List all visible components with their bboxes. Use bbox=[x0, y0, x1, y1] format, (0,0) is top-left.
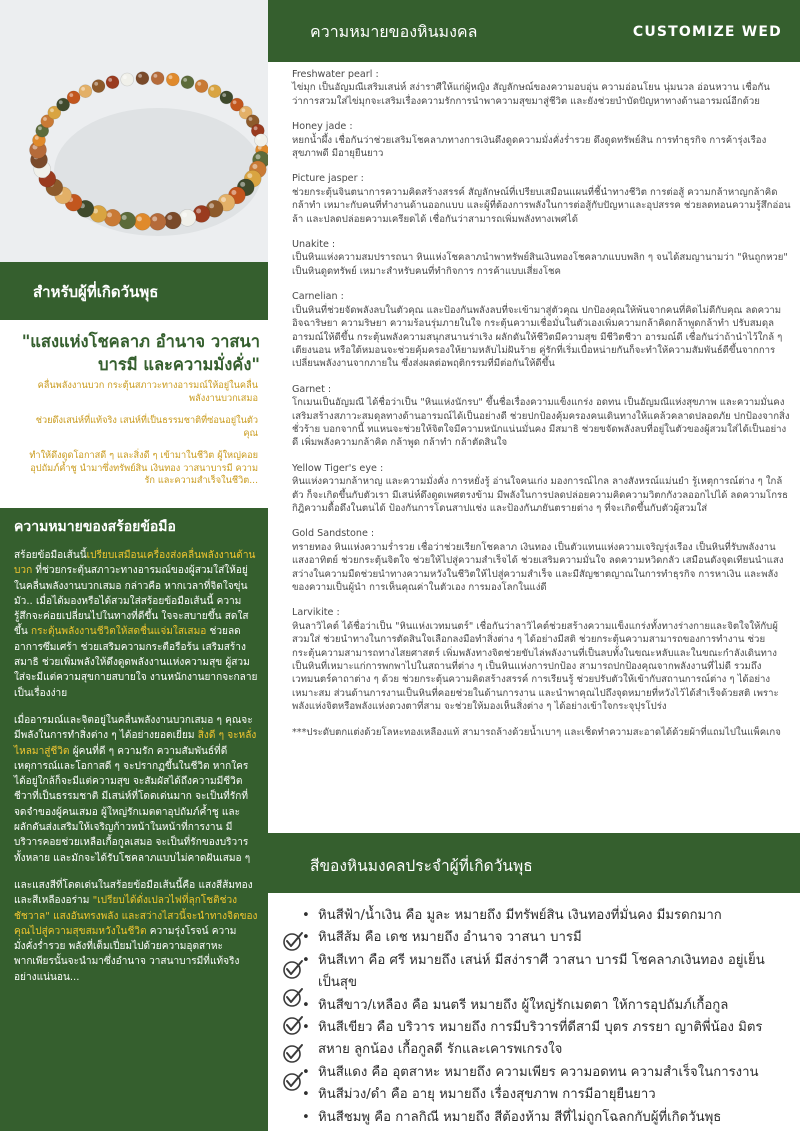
stone-name: Larvikite : bbox=[292, 607, 340, 619]
stone-name: Unakite : bbox=[292, 239, 336, 251]
bracelet-photo bbox=[0, 0, 268, 262]
bracelet-bead bbox=[67, 91, 80, 104]
highlight-span: เปรียบเสมือนเครื่องส่งคลื่นพลังงานด้านบวก bbox=[14, 550, 256, 577]
bracelet-bead bbox=[179, 209, 196, 226]
quote-section bbox=[0, 320, 268, 508]
bracelet-meaning-text bbox=[14, 548, 258, 997]
color-item: • หินสีส้ม คือ เดช หมายถึง อำนาจ วาสนา บารมี bbox=[300, 927, 792, 949]
text-span: ช่วยลดอาการซึมเศร้า ช่วยเสริมความกระตือรือร้น เสริมสร้างสมาธิ ช่วยเพิ่มพลังให้ดึงดูดพลังงานแห่งความสุข ผู้สวมใส่จะมีแต่ความสุขกายสบายใจ งานหนักงานยากจะกลายเป็นเรื่องง่าย bbox=[14, 626, 258, 699]
quote-line: คลื่นพลังงานบวก กระตุ้นสภาวะทางอารมณ์ให้อยู่ในคลื่นพลังงานบวกเสมอ bbox=[37, 380, 258, 404]
bead-shine bbox=[196, 209, 201, 214]
bead-shine bbox=[169, 75, 173, 79]
brand-label: CUSTOMIZE WED bbox=[632, 24, 782, 40]
quote-lines bbox=[28, 380, 258, 498]
stone-name: Gold Sandstone : bbox=[292, 528, 375, 540]
stone-desc: หินแห่งความกล้าหาญ และความมั่งคั่ง การหยั่งรู้ อ่านใจคนเก่ง มองการณ์ไกล ลางสังหรณ์แม่นยำ รู้เหตุการณ์ต่าง ๆ ใกล้ตัว ก็จะเกิดขึ้นกับตัวเรา มีเสน่ห์ดึงดูดเพศตรงข้าม มีพลังในการปลดปล่อยความคิดความวิตกกังวลออกไปได้ ลดความโกรธ กิฎิความดื้อดึงในตนได้ ป้องกันการโดนสาปแช่ง และป้องกันภยันตรายต่าง ๆ ที่จะเกิดขึ้นกับตัวผู้สวมใส่ bbox=[292, 476, 789, 514]
stone-name: Garnet : bbox=[292, 383, 332, 395]
quote-line: ช่วยดึงเสน่ห์ที่แท้จริง เสน่ห์ที่เป็นธรรมชาติที่ซ่อนอยู่ในตัวคุณ bbox=[35, 415, 258, 439]
stone-colors-list bbox=[300, 905, 792, 1129]
bead-shine bbox=[242, 108, 246, 112]
stone-meaning-title: ความหมายของหินมงคล bbox=[310, 22, 478, 41]
quote-line: ทำให้ดึงดูดโอกาสดี ๆ และสิ่งดี ๆ เข้ามาในชีวิต ผู้ใหญ่คอยอุปถัมภ์ค้ำชู นำมาซึ่งทรัพย์สิน เงินทอง วาสนาบารมี ความรัก และความสำเร็จในชีวิต... bbox=[29, 450, 258, 486]
bracelet-bead bbox=[164, 212, 181, 229]
stone-item bbox=[292, 238, 792, 278]
stone-item bbox=[292, 290, 792, 370]
stone-desc: ช่วยกระตุ้นจินตนาการความคิดสร้างสรรค์ สัญลักษณ์ที่เปรียบเสมือนแผนที่ชี้นำทางชีวิต การต่อสู้ ความกล้าหาญกล้าคิด กล้าทำ เหมาะกับคนที่ทำงานด้านออกแบบ และผู้ที่ต้องการพลังในการต่อสู้กับปัญหาและอุปสรรค ช่วยลดทอนความรู้สึกอ่อนล้า และปลดปล่อยความเครียดได้ เชื่อกันว่าสามารถเพิ่มพลังทางเพศได้ bbox=[292, 186, 791, 225]
stone-desc: เป็นหินที่ช่วยจัดพลังลบในตัวคุณ และป้องกันพลังลบที่จะเข้ามาสู่ตัวคุณ ปกป้องคุณให้พ้นจากคนที่คิดไม่ดีกับคุณ ลดความอิจฉาริษยา ความริษยา ความร้อนรุ่มภายในใจ กระตุ้นความเชื่อมั่นในตัวเองเพิ่มความกล้าคิดกล้าพูดกล้าทำ ปรับสมดุลอารมณ์ให้ดีขึ้น กระตุ้นพลังความสนุกสนานร่าเริง ผลักดันให้ชีวิตมีความสุข มีชีวิตชีวา อารมณ์ดี เชื่อกันว่าถ้านำไว้ใกล้ ๆ เตียงนอน หรือใต้หมอนจะช่วยคุ้มครองให้ยามหลับไม่ฝันร้าย คู่รักที่เริ่มเบื่อหน่ายกันก็จะทำให้ความสัมพันธ์ดีขึ้นจากการเปลี่ยนพลังงานจากภายใน ซึ่งส่งผลต่อพฤติกรรมที่มีต่อกันให้ดีขึ้น bbox=[292, 304, 783, 370]
bead-shine bbox=[123, 75, 127, 79]
bead-shine bbox=[38, 126, 42, 130]
bead-shine bbox=[256, 154, 261, 159]
stone-name: Honey jade : bbox=[292, 121, 353, 133]
bracelet-meaning-title: ความหมายของสร้อยข้อมือ bbox=[14, 519, 176, 535]
bead-shine bbox=[69, 93, 73, 97]
bracelet-bead bbox=[106, 76, 119, 89]
color-item: • หินสีเขียว คือ บริวาร หมายถึง การมีบริวารที่ดีสามี บุตร ภรรยา ญาติพี่น้อง มิตรสหาย ลูกน้อง เกื้อกูลดี รักและเคารพเกรงใจ bbox=[300, 1017, 792, 1062]
color-item: • หินสีชมพู คือ กาลกิณี หมายถึง สีต้องห้าม สีที่ไม่ถูกโฉลกกับผู้ที่เกิดวันพุธ bbox=[300, 1107, 792, 1129]
bead-shine bbox=[254, 126, 258, 130]
footnote: ***ประดับตกแต่งด้วยโลหะทองเหลืองแท้ สามารถล้างด้วยน้ำเบาๆ และเช็ดทำความสะอาดได้ด้วยผ้าที่แถมไปในแพ็คเกจ bbox=[292, 726, 781, 738]
bead-shine bbox=[197, 82, 201, 86]
paragraph-1 bbox=[14, 548, 258, 701]
bead-shine bbox=[231, 190, 236, 195]
left-column bbox=[0, 0, 268, 1131]
bracelet-bead bbox=[166, 73, 179, 86]
paragraph-2 bbox=[14, 713, 258, 866]
bead-shine bbox=[138, 74, 142, 78]
color-item: • หินสีม่วง/ดำ คือ อายุ หมายถึง เรื่องสุขภาพ การมีอายุยืนยาว bbox=[300, 1084, 792, 1106]
bead-shine bbox=[107, 212, 112, 217]
stone-list bbox=[292, 68, 792, 739]
stone-item bbox=[292, 172, 792, 226]
birthday-header-text: สำหรับผู้ที่เกิดวันพุธ bbox=[33, 283, 159, 301]
bead-shine bbox=[154, 74, 158, 78]
bead-shine bbox=[50, 108, 54, 112]
bead-shine bbox=[240, 182, 245, 187]
bracelet-bead bbox=[149, 213, 166, 230]
color-item: • หินสีขาว/เหลือง คือ มนตรี หมายถึง ผู้ใหญ่รักเมตตา ให้การอุปถัมภ์เกื้อกูล bbox=[300, 995, 792, 1017]
bead-shine bbox=[209, 203, 214, 208]
bead-shine bbox=[183, 78, 187, 82]
stone-item bbox=[292, 68, 792, 108]
stone-desc: หินลาวิไคต์ ได้ชื่อว่าเป็น "หินแห่งเวทมนตร์" เชื่อกันว่าลาวิไคต์ช่วยสร้างความแข็งแกร่งทั้งทางร่างกายและจิตใจให้กับผู้สวมใส่ ช่วยนำทางในการตัดสินใจเลือกลงมือทำสิ่งต่าง ๆ ได้อย่างมีสติ ช่วยกระตุ้นความสามารถของการทำงาน ช่วยกระตุ้นความสามารถทางไสยศาสตร์ เพิ่มพลังทางจิตช่วยขับไล่พลังงานที่เป็นลบทั้งในขณะหลับและในขณะกำลังเดินทาง เป็นหินที่เหมาะแก่การพกพาไปในสถานที่ต่าง ๆ เป็นหินแห่งการปกป้อง สามารถปกป้องคุณจากพลังงานที่ไม่ดี รวมถึงเวทมนตร์คาถาต่าง ๆ ด้วย ช่วยกระตุ้นความคิดสร้างสรรค์ การเรียนรู้ ช่วยปรับตัวให้เข้ากับสถานการณ์ต่าง ๆ ได้อย่างเหมาะสม ส่วนด้านการงานเป็นหินที่คอยช่วยในด้านการงาน และนำพาคุณไปถึงจุดหมายที่หวังไว้ได้สำเร็จด้วยสติ เพราะพลังแห่งจิตหรือพลังแห่งดวงตาที่สาม จะช่วยให้มองเห็นสิ่งต่าง ๆ ได้อย่างเข้าใจกระจุปุรโปร่ง bbox=[292, 620, 779, 713]
stone-meaning-header bbox=[268, 0, 800, 62]
color-item: • หินสีแดง คือ อุตสาหะ หมายถึง ความเพียร ความอดทน ความสำเร็จในการงาน bbox=[300, 1062, 792, 1084]
bead-shine bbox=[108, 78, 112, 82]
highlight-span: สิ่งดี ๆ จะหลั่งไหลมาสู่ชีวิต bbox=[14, 730, 257, 757]
bracelet-bead bbox=[79, 85, 92, 98]
stone-item bbox=[292, 462, 792, 516]
bracelet-bead bbox=[255, 134, 268, 147]
color-item: • หินสีฟ้า/น้ำเงิน คือ มูละ หมายถึง มีทรัพย์สิน เงินทองที่มั่นคง มีมรดกมาก bbox=[300, 905, 792, 927]
birthday-header bbox=[0, 262, 268, 320]
bead-shine bbox=[252, 164, 257, 169]
stone-colors-title: สีของหินมงคลประจำผู้ที่เกิดวันพุธ bbox=[310, 857, 533, 875]
text-span: ผู้คนที่ดี ๆ ความรัก ความสัมพันธ์ที่ดี เหตุการณ์และโอกาสดี ๆ จะปรากฏขึ้นในชีวิต หากใครได้อยู่ใกล้ก็จะมีแต่ความสุข จะสัมผัสได้ถึงความมีชีวิตชีวาที่เป็นธรรมชาติ มีเสน่ห์ที่โดดเด่นมาก จะเป็นที่รักที่จดจำของผู้คนเสมอ ผู้ใหญ่รักเมตตาอุปถัมภ์ค้ำชู และผลักดันส่งเสริมให้เจริญก้าวหน้าในหน้าที่การงาน มีบริวารคอยช่วยเหลือเกื้อกูลเสมอ จะเป็นที่รักของบริวารทั้งหลาย และมักจะได้รับโชคลาภแบบไม่คาดฝันเสมอ ๆ bbox=[14, 745, 251, 864]
bracelet-bead bbox=[208, 85, 221, 98]
bead-shine bbox=[122, 215, 127, 220]
stone-desc: หยกน้ำผึ้ง เชื่อกันว่าช่วยเสริมโชคลาภทางการเงินดึงดูดความมั่งคั่งร่ำรวย ดึงดูดทรัพย์สิน การทำธุรกิจ การค้ารุ่งเรือง สุขภาพดี มีอายุยืนยาว bbox=[292, 134, 767, 160]
bead-shine bbox=[81, 87, 85, 91]
bead-shine bbox=[152, 216, 157, 221]
bead-shine bbox=[137, 216, 142, 221]
text-span: ที่ช่วยกระตุ้นสภาวะทางอารมณ์ของผู้สวมใส่ให้อยู่ในคลื่นพลังงานบวกเสมอ กล่าวคือ หากเวลาที่จิตใจขุ่นมัว.. เมื่อได้มองหรือได้สวมใส่สร้อยข้อมือเส้นนี้ ความรู้สึกจะค่อยเปลี่ยนไปในทางที่ดีขึ้น ใจจะสบายขึ้น สดใสขึ้น bbox=[14, 565, 249, 638]
bead-shine bbox=[222, 93, 226, 97]
stone-name: Yellow Tiger's eye : bbox=[292, 462, 384, 474]
stone-colors-header bbox=[268, 833, 800, 893]
bead-shine bbox=[43, 117, 47, 121]
stone-item bbox=[292, 527, 792, 594]
text-span: ความรุ่งโรจน์ ความมั่งคั่งร่ำรวย พลังที่เต็มเปี่ยมไปด้วยความอุตสาหะพากเพียรนั้นจะนำมาซึ่งอำนาจ วาสนาบารมีที่แท้จริงอย่างแน่นอน... bbox=[14, 925, 240, 983]
stone-item bbox=[292, 383, 792, 450]
right-column bbox=[268, 0, 800, 1131]
bead-shine bbox=[35, 136, 39, 140]
bead-shine bbox=[167, 215, 172, 220]
stone-desc: โกเมนเป็นอัญมณี ได้ชื่อว่าเป็น "หินแห่งนักรบ" ขึ้นชื่อเรื่องความแข็งแกร่ง อดทน เป็นอัญมณีแห่งสุขภาพ และความมั่นคงเสริมสร้างสภาวะสมดุลทางด้านอารมณ์ได้เป็นอย่างดี ช่วยปกป้องคุ้มครองคนเดินทางให้แคล้วคลาดปลอดภัย ปกป้องจากสิ่งชั่วร้าย บอกจากนี้ ทแหนจะช่วยให้จิตใจมีความหนักแน่นมั่นคง มีสมาธิ ช่วยขจัดพลังลบที่อยู่ในตัวของผู้สวมใส่ได้เป็นอย่างดี เพิ่มพลังความกล้าคิด กล้าพูด กล้าทำ กล้าตัดสินใจ bbox=[292, 397, 790, 449]
bracelet-bead bbox=[181, 76, 194, 89]
paragraph-3 bbox=[14, 878, 258, 985]
color-item: • หินสีเทา คือ ศรี หมายถึง เสน่ห์ มีสง่าราศี วาสนา บารมี โชคลาภเงินทอง อยู่เย็นเป็นสุข bbox=[300, 950, 792, 995]
text-span: สร้อยข้อมือเส้นนี้ bbox=[14, 550, 87, 561]
bead-shine bbox=[249, 117, 253, 121]
bead-shine bbox=[210, 87, 214, 91]
bracelet-meaning-panel bbox=[0, 508, 268, 1131]
bracelet-bead bbox=[134, 213, 151, 230]
stone-desc: ทรายทอง หินแห่งความร่ำรวย เชื่อว่าช่วยเรียกโชคลาภ เงินทอง เป็นตัวแทนแห่งความเจริญรุ่งเรือง เป็นหินที่รับพลังงานแสงอาทิตย์ ช่วยกระตุ้นจิตใจ ช่วยให้ไปสู่ความสำเร็จได้ ช่วยเสริมความมั่นใจ ลดความหวิดกลัว เสมือนดังจุดเทียนนำแสงสว่างในความมืดช่วยนำทางความหวังในชีวิตให้ไปสู่ความสำเร็จ และมีสัญชาตญาณในการทำธุรกิจ การหาเงิน และพลังของความเป็นผู้นำ การเห็นคุณค่าในตัวเอง การมองโลกในแง่ดี bbox=[292, 541, 784, 593]
bracelet-bead bbox=[92, 80, 105, 93]
text-span: และแสงสีที่โดดเด่นในสร้อยข้อมือเส้นนี้คือ แสงสีส้มทองและสีเหลืองอร่าม bbox=[14, 879, 253, 907]
bead-shine bbox=[257, 136, 261, 140]
bead-shine bbox=[94, 82, 98, 86]
bracelet-bead bbox=[121, 73, 134, 86]
bracelet-bead bbox=[151, 72, 164, 85]
stone-name: Carnelian : bbox=[292, 291, 344, 303]
stone-name: Picture jasper : bbox=[292, 173, 364, 185]
bead-shine bbox=[59, 100, 63, 104]
bracelet-bead bbox=[119, 212, 136, 229]
text-span: เมื่ออารมณ์และจิตอยู่ในคลื่นพลังงานบวกเสมอ ๆ คุณจะมีพลังในการทำสิ่งต่าง ๆ ได้อย่างยอดเยี่ยม bbox=[14, 714, 253, 742]
bead-shine bbox=[233, 100, 237, 104]
bead-shine bbox=[182, 212, 187, 217]
stone-desc: เป็นหินแห่งความสมปรารถนา หินแห่งโชคลาภนำพาทรัพย์สินเงินทองโชคลาภแบบพลิก ๆ จนได้สมญานามว่า "หินถูกหวย" เป็นหินดูดทรัพย์ เหมาะสำหรับคนที่ทำกิจการ การค้าแบบเสี่ยงโชค bbox=[292, 252, 788, 277]
stone-desc: ไข่มุก เป็นอัญมณีเสริมเสน่ห์ สง่าราศีให้แก่ผู้หญิง สัญลักษณ์ของความอบอุ่น ความอ่อนโยน นุ่มนวล อ่อนหวาน เชื่อกันว่าการสวมใส่ไข่มุกจะเสริมเรื่องความรักการนำพาความสุขมาสู่ชีวิต และยังช่วยบำบัดปัญหาทางด้านอารมณ์อีกด้วย bbox=[292, 82, 770, 107]
highlight-span: "เปรียบได้ดั่งเปลวไฟที่ลุกโชติช่วงชัชวาล" แสงอันทรงพลัง และสว่างไสวนี้จะนำทางจิตของคุณไปสู่ความสุขสมหวังในชีวิต bbox=[14, 895, 258, 937]
stone-item bbox=[292, 120, 792, 160]
bracelet-bead bbox=[195, 80, 208, 93]
bracelet-bead bbox=[136, 72, 149, 85]
bead-shine bbox=[247, 173, 252, 178]
bracelet-image bbox=[0, 0, 268, 262]
stone-item bbox=[292, 606, 792, 713]
highlight-span: กระตุ้นพลังงานชีวิตให้สดชื่นแจ่มใสเสมอ bbox=[31, 626, 207, 638]
quote-title: "แสงแห่งโชคลาภ อำนาจ วาสนาบารมี และความมั่งคั่ง" bbox=[21, 332, 260, 374]
stone-name: Freshwater pearl : bbox=[292, 69, 379, 80]
bead-shine bbox=[221, 197, 226, 202]
